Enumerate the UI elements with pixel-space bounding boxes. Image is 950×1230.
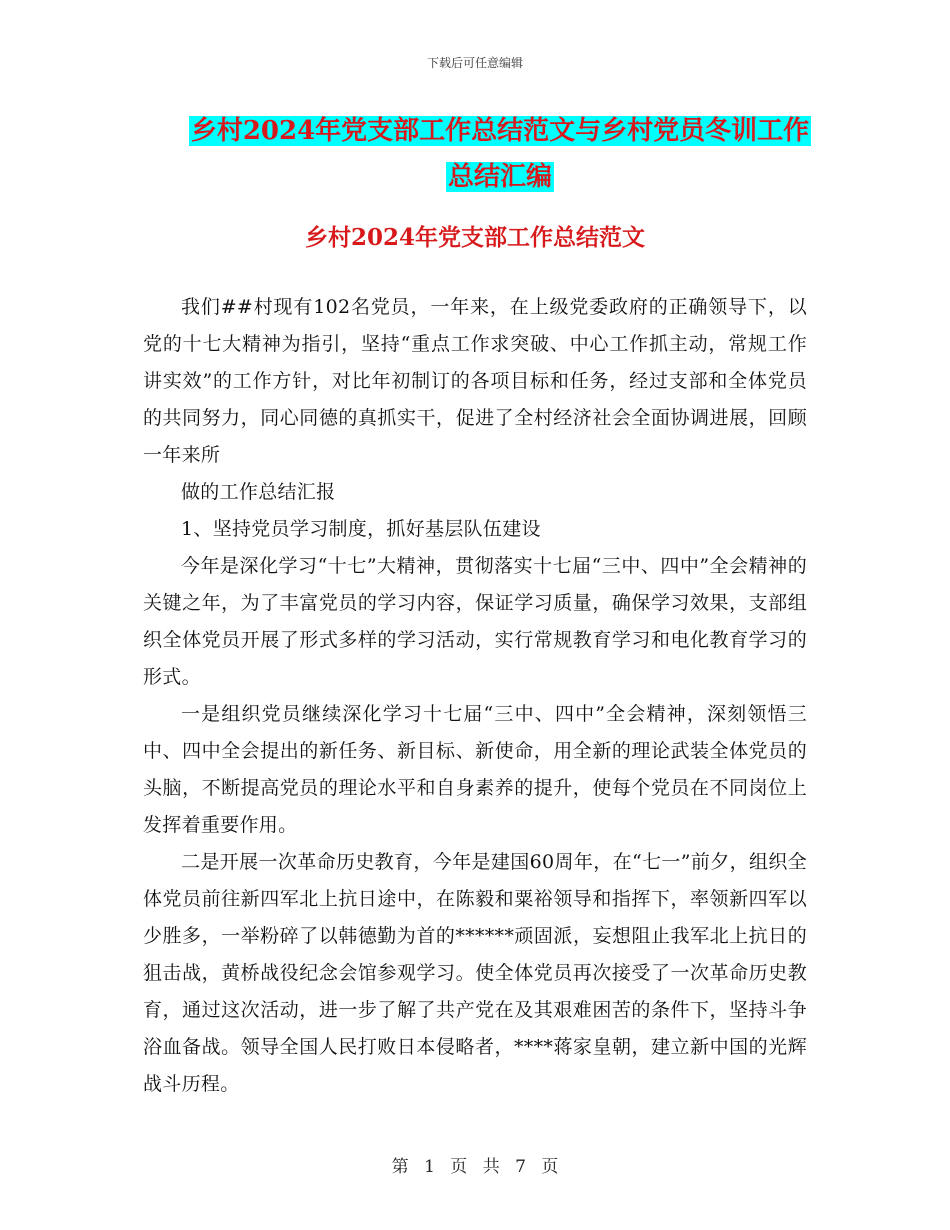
paragraph-intro: 我们##村现有102名党员，一年来，在上级党委政府的正确领导下，以党的十七大精神为指引，坚持“重点工作求突破、中心工作抓主动，常规工作讲实效”的工作方针，对比年初制订的各项目标和任务，经过支部和全体党员的共同努力，同心同德的真抓实干，促进了全村经济社会全面协调进展，回顾一年来所 — [143, 296, 807, 466]
footer-gong: 共 — [482, 1157, 500, 1177]
heading-item-1: 1、坚持党员学习制度，抓好基层队伍建设 — [181, 518, 541, 540]
document-body — [143, 289, 807, 1103]
footer-ye-2: 页 — [541, 1157, 559, 1177]
footer-di: 第 — [391, 1157, 409, 1177]
document-title — [120, 108, 880, 200]
paragraph-point-one: 一是组织党员继续深化学习十七届“三中、四中”全会精神，深刻领悟三中、四中全会提出的新任务、新目标、新使命，用全新的理论武装全体党员的头脑，不断提高党员的理论水平和自身素养的提升，使每个党员在不同岗位上发挥着重要作用。 — [143, 703, 807, 836]
page-header: 下载后可任意编辑 — [426, 56, 523, 70]
page-footer — [0, 1152, 950, 1177]
footer-ye: 页 — [450, 1157, 468, 1177]
footer-page-total: 7 — [515, 1157, 526, 1177]
paragraph-summary-lead: 做的工作总结汇报 — [181, 481, 336, 503]
document-title-line-2: 总结汇编 — [447, 162, 552, 192]
document-title-line-1: 乡村2024年党支部工作总结范文与乡村党员冬训工作 — [190, 116, 810, 146]
footer-page-current: 1 — [424, 1157, 435, 1177]
section-title: 乡村2024年党支部工作总结范文 — [304, 224, 645, 251]
paragraph-study: 今年是深化学习“十七”大精神，贯彻落实十七届“三中、四中”全会精神的关键之年，为了丰富党员的学习内容，保证学习质量，确保学习效果，支部组织全体党员开展了形式多样的学习活动，实行常规教育学习和电化教育学习的形式。 — [143, 555, 807, 688]
paragraph-point-two: 二是开展一次革命历史教育，今年是建国60周年，在“七一”前夕，组织全体党员前往新四军北上抗日途中，在陈毅和粟裕领导和指挥下，率领新四军以少胜多，一举粉碎了以韩德勤为首的******顽固派，妄想阻止我军北上抗日的狙击战，黄桥战役纪念会馆参观学习。使全体党员再次接受了一次革命历史教育，通过这次活动，进一步了解了共产党在及其艰难困苦的条件下，坚持斗争浴血备战。领导全国人民打败日本侵略者，****蒋家皇朝，建立新中国的光辉战斗历程。 — [143, 851, 807, 1095]
